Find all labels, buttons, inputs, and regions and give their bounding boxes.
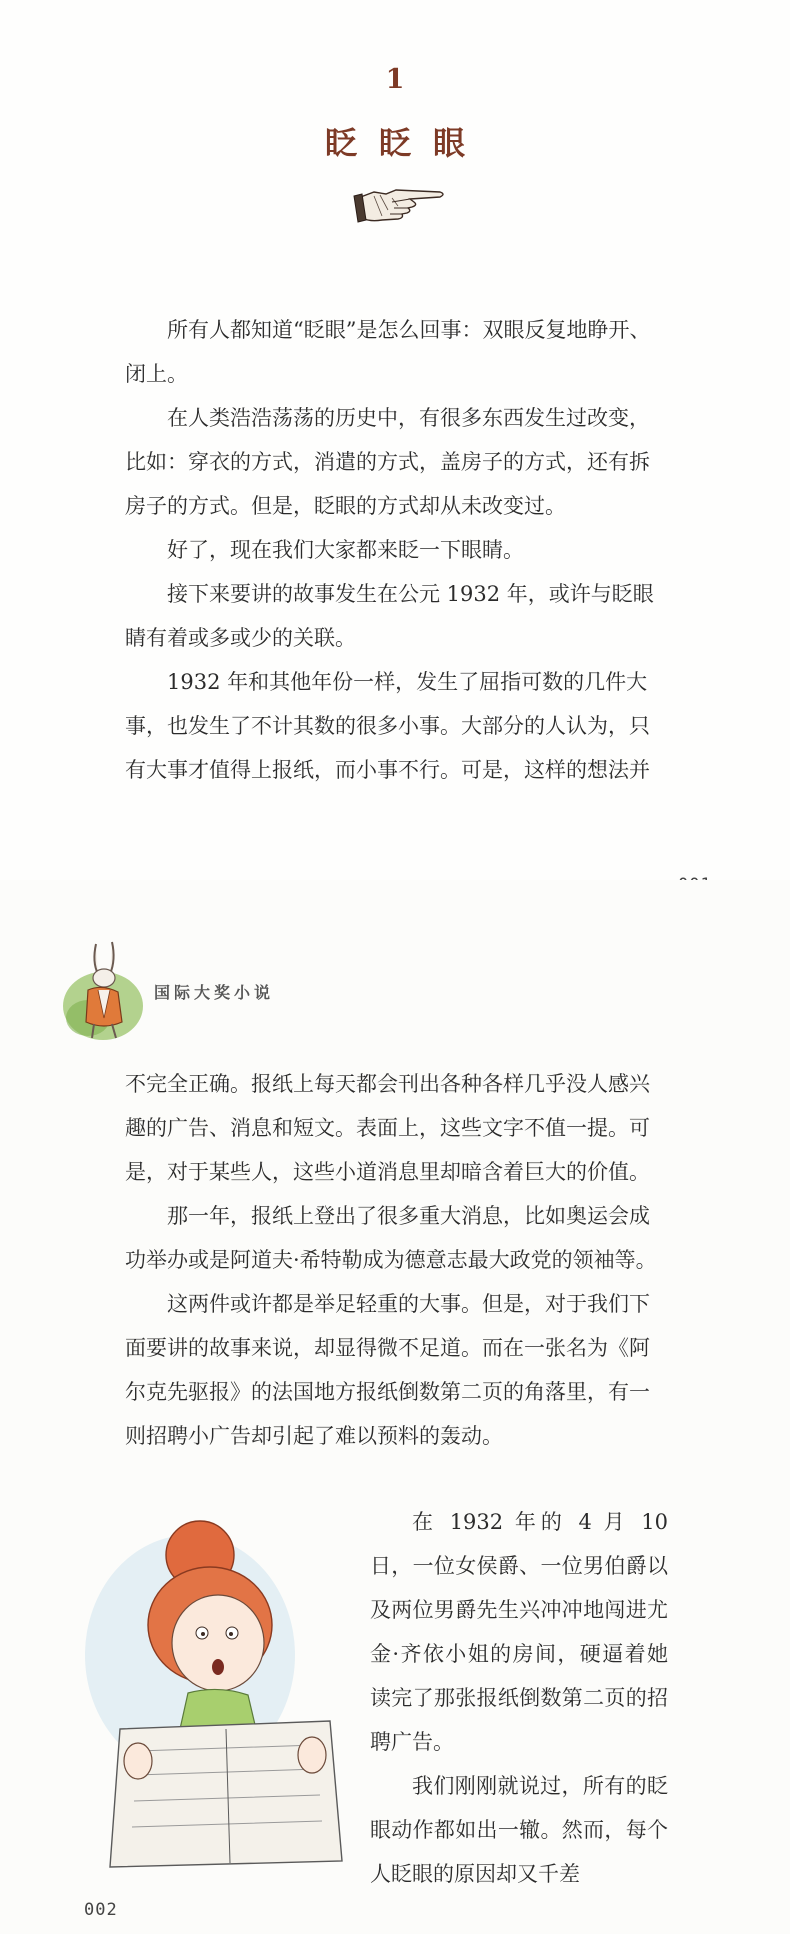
paragraph: 我们刚刚就说过，所有的眨眼动作都如出一辙。然而，每个人眨眼的原因却又千差 [370,1774,668,1886]
paragraph: 在人类浩浩荡荡的历史中，有很多东西发生过改变，比如：穿衣的方式，消遣的方式，盖房子的方式，还有拆房子的方式。但是，眨眼的方式却从未改变过。 [125,406,650,518]
paragraph: 所有人都知道“眨眼”是怎么回事：双眼反复地睁开、闭上。 [125,318,651,386]
paragraph: 那一年，报纸上登出了很多重大消息，比如奥运会成功举办或是阿道夫·希特勒成为德意志最大政党的领袖等。 [125,1204,657,1272]
rabbit-illustration [58,938,156,1048]
page2-side-text [370,1500,668,1896]
page1-body [125,308,665,792]
paragraph: 这两件或许都是举足轻重的大事。但是，对于我们下面要讲的故事来说，却显得微不足道。而在一张名为《阿尔克先驱报》的法国地方报纸倒数第二页的角落里，有一则招聘小广告却引起了难以预料的轰动。 [125,1292,650,1448]
chapter-number: 1 [385,64,405,95]
paragraph: 在 1932 年的 4 月 10 日，一位女侯爵、一位男伯爵以及两位男爵先生兴冲冲地闯进尤金·齐依小姐的房间，硬逼着她读完了那张报纸倒数第二页的招聘广告。 [370,1510,668,1754]
paragraph: 1932 年和其他年份一样，发生了屈指可数的几件大事，也发生了不计其数的很多小事。大部分的人认为，只有大事才值得上报纸，而小事不行。可是，这样的想法并 [125,670,650,782]
running-header: 国际大奖小说 [154,983,275,1002]
chapter-title: 眨眨眼 [324,124,487,162]
paragraph: 接下来要讲的故事发生在公元 1932 年，或许与眨眼睛有着或多或少的关联。 [125,582,654,650]
page2-body [125,1062,665,1458]
page-number: 002 [84,1900,118,1920]
page-one [0,0,790,880]
paragraph: 不完全正确。报纸上每天都会刊出各种各样几乎没人感兴趣的广告、消息和短文。表面上，这些文字不值一提。可是，对于某些人，这些小道消息里却暗含着巨大的价值。 [125,1072,650,1184]
pointing-hand-icon [352,180,448,230]
girl-reading-newspaper-illustration [80,1515,350,1870]
paragraph: 好了，现在我们大家都来眨一下眼睛。 [167,538,524,562]
